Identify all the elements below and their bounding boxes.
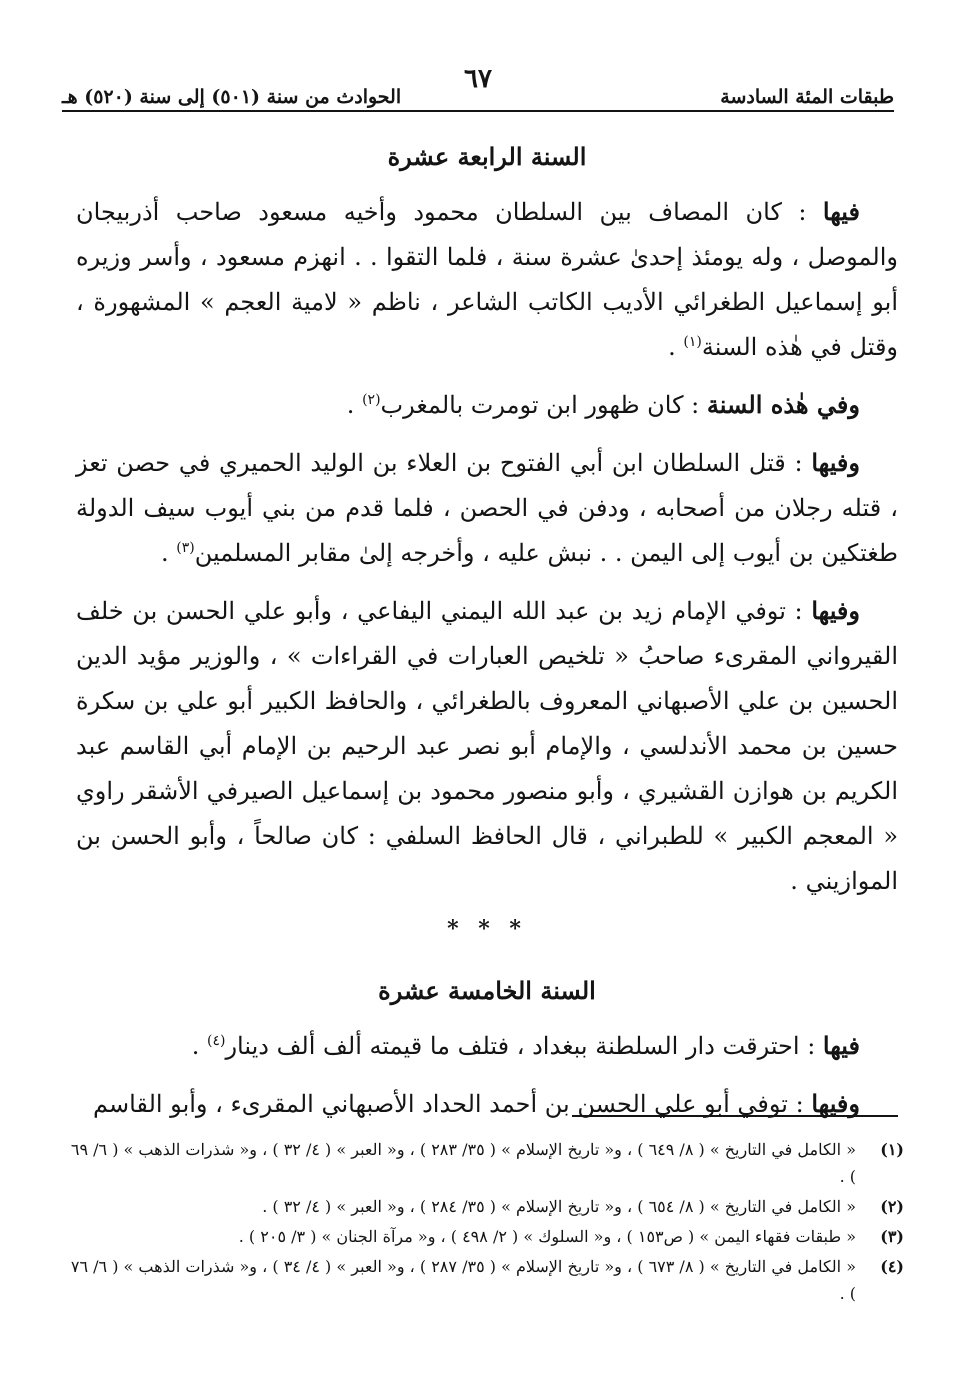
paragraph-text: : احترقت دار السلطنة ببغداد ، فتلف ما قيمته ألف ألف دينار	[225, 1032, 823, 1060]
paragraph-text: : توفي الإمام زيد بن عبد الله اليمني اليفاعي ، وأبو علي الحسن بن خلف القيرواني المقرىء صاحبُ « تلخيص العبارات في القراءات » ، والوزير مؤيد الدين الحسين بن علي الأصبهاني المعروف بالطغرائي ، والحافظ الكبير أبو علي بن سكرة حسين بن محمد الأندلسي ، والإمام أبو نصر عبد الرحيم بن الإمام أبي القاسم عبد الكريم بن هوازن القشيري ، وأبو منصور محمود بن إسماعيل الصيرفي الأشقر راوي « المعجم الكبير » للطبراني ، قال الحافظ السلفي : كان صالحاً ، وأبو الحسن بن الموازيني	[76, 597, 898, 895]
footnote-mark: (٣)	[880, 1227, 904, 1246]
running-header	[62, 64, 894, 108]
paragraph-lead: فيها	[822, 1031, 860, 1060]
footnote-ref[interactable]: (١)	[683, 334, 702, 350]
paragraph-text: : توفي أبو علي الحسن بن أحمد الحداد الأصبهاني المقرىء ، وأبو القاسم	[93, 1090, 812, 1118]
paragraph	[76, 440, 898, 576]
footnote-text: « الكامل في التاريخ » ( ٨/ ٦٧٣ ) ، و« تاريخ الإسلام » ( ٣٥/ ٢٨٧ ) ، و« العبر » ( ٤/ ٣٤ ) ، و« شذرات الذهب » ( ٦/ ٧٦ ) .	[70, 1257, 856, 1303]
paragraph	[76, 1081, 898, 1127]
page-number: ٦٧	[464, 64, 492, 94]
section-separator: * * *	[447, 916, 527, 942]
paragraph-end: .	[790, 867, 806, 895]
header-rule	[62, 110, 894, 112]
paragraph	[76, 189, 898, 370]
footnote-mark: (١)	[880, 1140, 904, 1159]
paragraph-lead: وفيها	[811, 448, 860, 477]
paragraph-end: .	[191, 1032, 207, 1060]
footnote-mark: (٢)	[880, 1197, 904, 1216]
footnote-mark: (٤)	[880, 1257, 904, 1276]
section-heading: السنة الرابعة عشرة	[387, 142, 587, 171]
paragraph-lead: وفيها	[811, 1089, 860, 1118]
footnote-item	[62, 1223, 904, 1250]
paragraph-lead: وفي هٰذه السنة	[706, 390, 860, 419]
footnote-text: « الكامل في التاريخ » ( ٨/ ٦٤٩ ) ، و« تاريخ الإسلام » ( ٣٥/ ٢٨٣ ) ، و« العبر » ( ٤/ ٣٢ ) ، و« شذرات الذهب » ( ٦/ ٦٩ ) .	[70, 1140, 856, 1186]
paragraph-end: .	[346, 391, 363, 419]
paragraph-lead: فيها	[822, 197, 860, 226]
paragraph-text: : قتل السلطان ابن أبي الفتوح بن العلاء بن الوليد الحميري في حصن تعز ، قتله رجلان من أصحابه ، ودفن في الحصن ، فلما قدم من بني أيوب سيف الدولة طغتكين بن أيوب إلى اليمن . . نبش عليه ، وأخرجه إلىٰ مقابر المسلمين	[76, 449, 898, 567]
main-text	[76, 142, 898, 1139]
year-range: الحوادث من سنة (٥٠١) إلى سنة (٥٢٠) هـ	[62, 86, 402, 108]
paragraph-end: .	[161, 539, 177, 567]
footnote-ref[interactable]: (٣)	[176, 540, 195, 556]
paragraph	[76, 588, 898, 904]
footnote-item	[62, 1193, 904, 1220]
footnote-ref[interactable]: (٢)	[362, 392, 381, 408]
footnote-text: « الكامل في التاريخ » ( ٨/ ٦٥٤ ) ، و« تاريخ الإسلام » ( ٣٥/ ٢٨٤ ) ، و« العبر » ( ٤/ ٣٢ ) .	[262, 1197, 856, 1216]
paragraph-end: .	[668, 333, 684, 361]
book-title: طبقات المئة السادسة	[720, 86, 894, 108]
footnote-rule	[572, 1115, 898, 1117]
footnote-text: « طبقات فقهاء اليمن » ( ص١٥٣ ) ، و« السلوك » ( ٢/ ٤٩٨ ) ، و« مرآة الجنان » ( ٣/ ٢٠٥ ) .	[238, 1227, 856, 1246]
paragraph-lead: وفيها	[811, 596, 860, 625]
footnote-item	[62, 1253, 904, 1307]
footnote-ref[interactable]: (٤)	[206, 1033, 226, 1049]
paragraph	[76, 382, 898, 428]
section-heading: السنة الخامسة عشرة	[378, 976, 596, 1005]
paragraph-text: : كان ظهور ابن تومرت بالمغرب	[380, 391, 707, 419]
footnotes	[62, 1136, 904, 1310]
paragraph-text: : كان المصاف بين السلطان محمود وأخيه مسعود صاحب أذربيجان والموصل ، وله يومئذ إحدىٰ عشرة سنة ، فلما التقوا . . انهزم مسعود ، وأسر وزيره أبو إسماعيل الطغرائي الأديب الكاتب الشاعر ، ناظم « لامية العجم » المشهورة ، وقتل في هٰذه السنة	[76, 198, 898, 361]
paragraph	[76, 1023, 898, 1069]
footnote-item	[62, 1136, 904, 1190]
